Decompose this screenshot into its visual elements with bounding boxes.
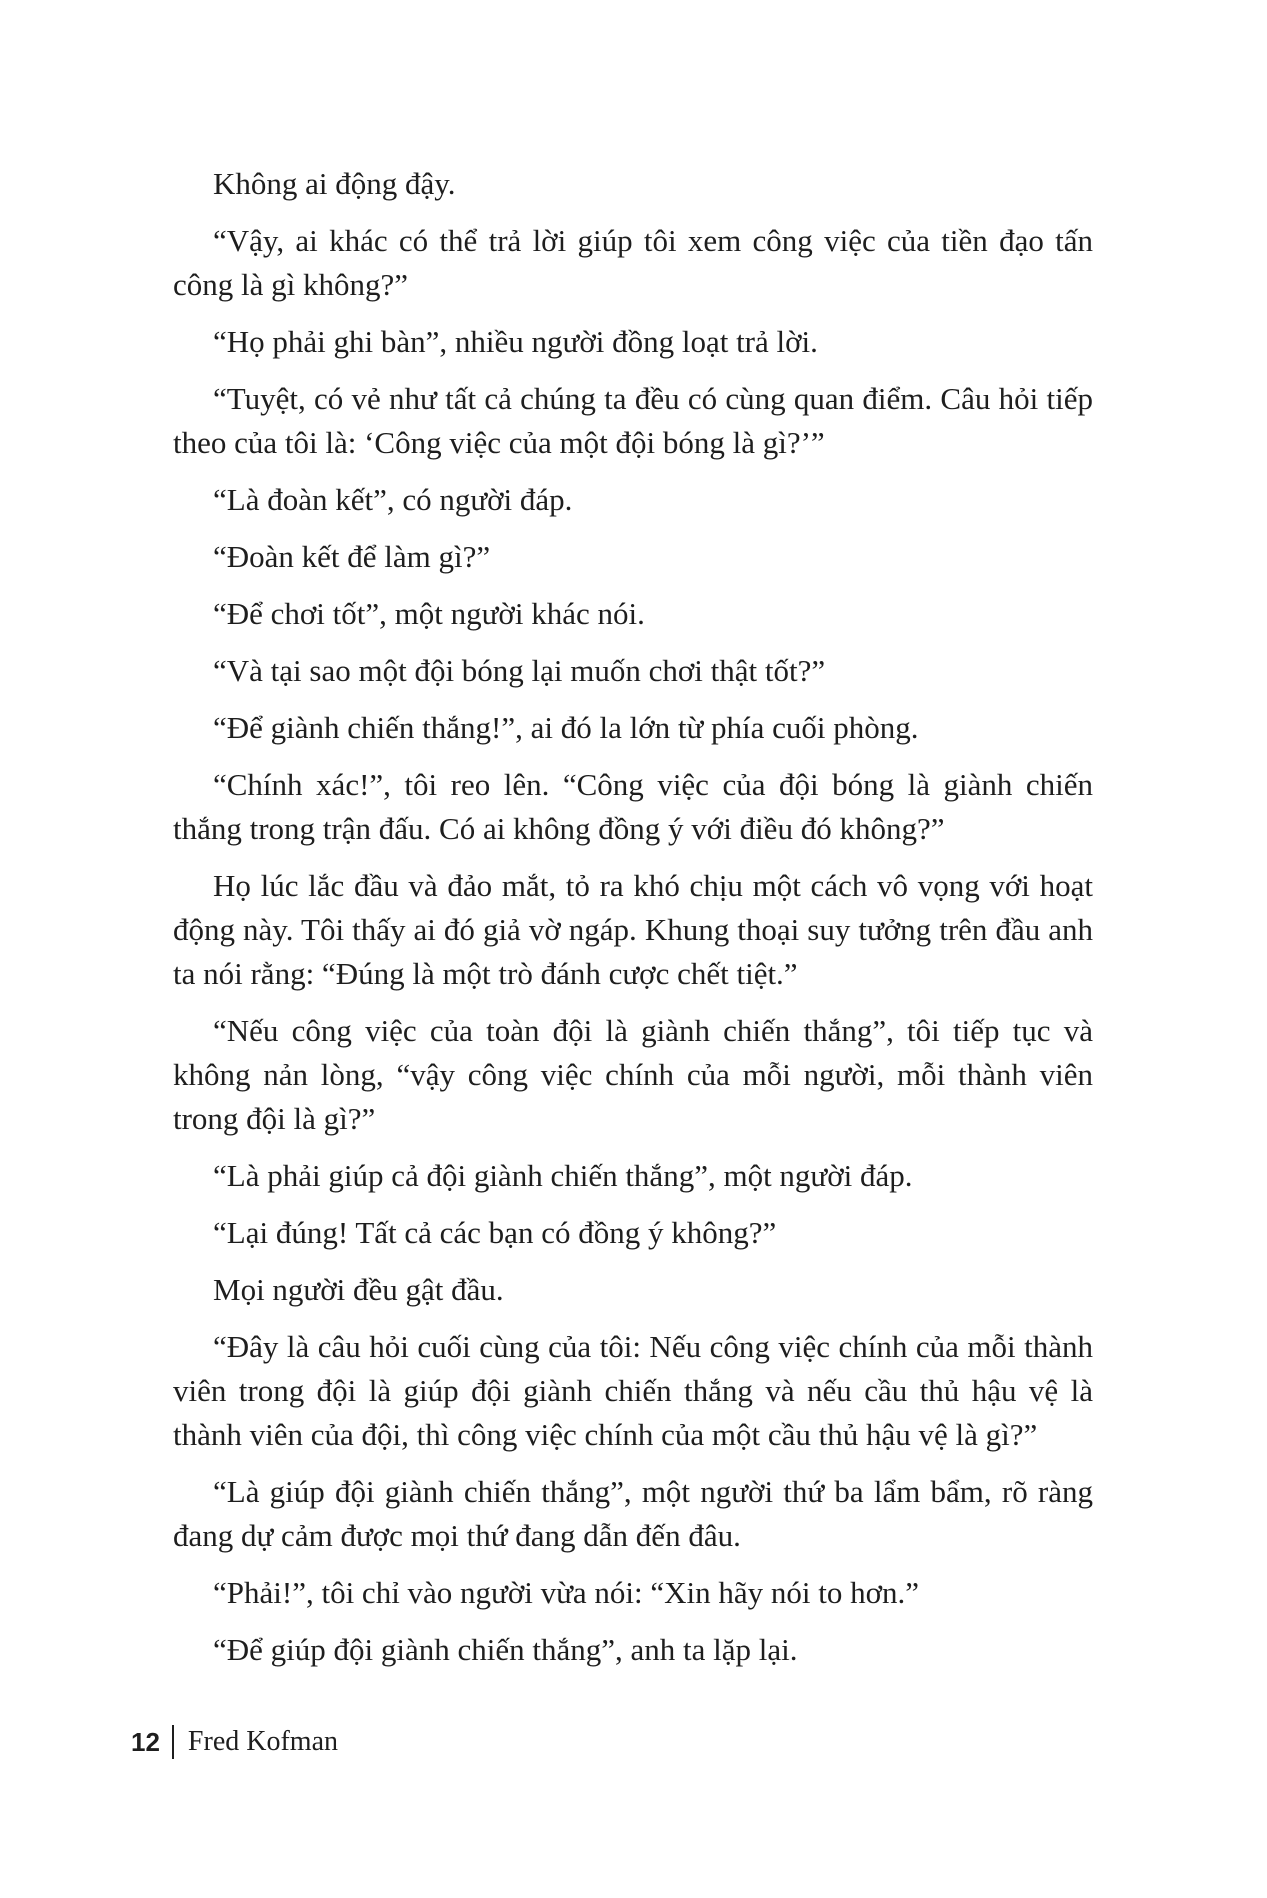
paragraph: Mọi người đều gật đầu. <box>213 1272 504 1307</box>
page-number: 12 <box>131 1726 160 1757</box>
paragraph: “Là giúp đội giành chiến thắng”, một người thứ ba lẩm bẩm, rõ ràng đang dự cảm được mọi thứ đang dẫn đến đâu. <box>173 1474 1093 1553</box>
paragraph: “Họ phải ghi bàn”, nhiều người đồng loạt trả lời. <box>213 324 818 359</box>
paragraph: “Chính xác!”, tôi reo lên. “Công việc của đội bóng là giành chiến thắng trong trận đấu. Có ai không đồng ý với điều đó không?” <box>173 767 1093 846</box>
paragraph: “Để giúp đội giành chiến thắng”, anh ta lặp lại. <box>213 1632 798 1667</box>
author-name: Fred Kofman <box>187 1726 338 1757</box>
paragraph: “Nếu công việc của toàn đội là giành chiến thắng”, tôi tiếp tục và không nản lòng, “vậy công việc chính của mỗi người, mỗi thành viên trong đội là gì?” <box>173 1013 1093 1136</box>
paragraph: “Phải!”, tôi chỉ vào người vừa nói: “Xin hãy nói to hơn.” <box>213 1575 920 1610</box>
page-footer <box>131 1725 338 1759</box>
paragraph: “Vậy, ai khác có thể trả lời giúp tôi xem công việc của tiền đạo tấn công là gì không?” <box>173 223 1093 302</box>
paragraph: “Là phải giúp cả đội giành chiến thắng”, một người đáp. <box>213 1158 913 1193</box>
paragraph: “Lại đúng! Tất cả các bạn có đồng ý không?” <box>213 1215 777 1250</box>
paragraph: “Và tại sao một đội bóng lại muốn chơi thật tốt?” <box>213 653 826 688</box>
paragraph: Không ai động đậy. <box>213 166 456 201</box>
paragraph: “Đoàn kết để làm gì?” <box>213 539 491 574</box>
paragraph: “Là đoàn kết”, có người đáp. <box>213 482 573 517</box>
paragraph: Họ lúc lắc đầu và đảo mắt, tỏ ra khó chịu một cách vô vọng với hoạt động này. Tôi thấy ai đó giả vờ ngáp. Khung thoại suy tưởng trên đầu anh ta nói rằng: “Đúng là một trò đánh cược chết tiệt.” <box>173 868 1093 991</box>
body-text <box>173 162 1093 1685</box>
paragraph: “Để giành chiến thắng!”, ai đó la lớn từ phía cuối phòng. <box>213 710 919 745</box>
paragraph: “Đây là câu hỏi cuối cùng của tôi: Nếu công việc chính của mỗi thành viên trong đội là giúp đội giành chiến thắng và nếu cầu thủ hậu vệ là thành viên của đội, thì công việc chính của một cầu thủ hậu vệ là gì?” <box>173 1329 1093 1452</box>
paragraph: “Để chơi tốt”, một người khác nói. <box>213 596 645 631</box>
paragraph: “Tuyệt, có vẻ như tất cả chúng ta đều có cùng quan điểm. Câu hỏi tiếp theo của tôi là: ‘Công việc của một đội bóng là gì?’” <box>173 381 1093 460</box>
footer-divider <box>172 1725 174 1759</box>
